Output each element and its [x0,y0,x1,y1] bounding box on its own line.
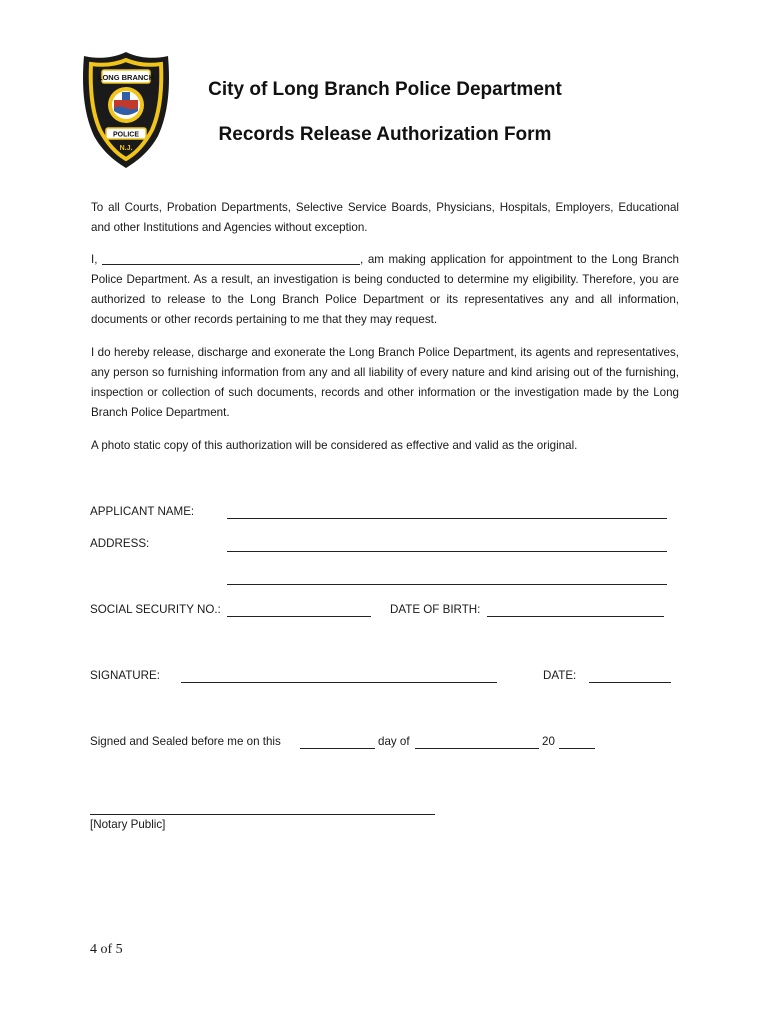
dob-label: DATE OF BIRTH: [390,603,481,616]
photostatic-paragraph: A photo static copy of this authorization will be considered as effective and valid as the original. [91,439,578,452]
application-text: , am making application for appointment to the Long Branch Police Department. As a result, an investigation is being conducted to determine my eligibility. Therefore, you are authorized to release to the Long Branch Police Department or its representatives any and all information, documents or other records pertaining to me that they may request. [91,253,679,326]
sealed-day-of: day of [378,735,410,748]
badge-state-text: N.J. [119,145,133,152]
pronoun-text: I, [91,253,98,266]
address-field-line-2[interactable] [227,584,667,585]
date-field[interactable] [589,682,671,683]
addressee-paragraph: To all Courts, Probation Departments, Selective Service Boards, Physicians, Hospitals, Employers, Educational and other Institutions and Agencies without exception. [91,201,679,234]
address-field-line-1[interactable] [227,551,667,552]
signature-field[interactable] [181,682,497,683]
sealed-prefix: Signed and Sealed before me on this [90,735,281,748]
application-paragraph [91,250,679,330]
address-label: ADDRESS: [90,537,150,550]
form-title: City of Long Branch Police Department [208,79,562,100]
ssn-label: SOCIAL SECURITY NO.: [90,603,221,616]
ssn-field[interactable] [227,616,371,617]
sealed-year-prefix: 20 [542,735,555,748]
applicant-name-field[interactable] [227,518,667,519]
badge-top-text: LONG BRANCH [97,73,155,82]
notary-label: [Notary Public] [90,818,166,831]
sealed-day-field[interactable] [300,748,375,749]
form-subtitle: Records Release Authorization Form [218,124,552,145]
dob-field[interactable] [487,616,664,617]
date-label: DATE: [543,669,577,682]
page-number: 4 of 5 [90,942,123,957]
release-paragraph: I do hereby release, discharge and exonerate the Long Branch Police Department, its agents and representatives, any person so furnishing information from any and all liability of every nature and kind arising out of the furnishing, inspection or collection of such documents, records and other information or the investigation made by the Long Branch Police Department. [91,346,679,419]
sealed-month-field[interactable] [415,748,539,749]
applicant-name-label: APPLICANT NAME: [90,505,195,518]
sealed-year-field[interactable] [559,748,595,749]
applicant-name-blank[interactable] [102,252,360,265]
police-badge-logo [80,50,172,170]
notary-signature-field[interactable] [90,814,435,815]
badge-bottom-text: POLICE [112,131,140,139]
signature-label: SIGNATURE: [90,669,160,682]
